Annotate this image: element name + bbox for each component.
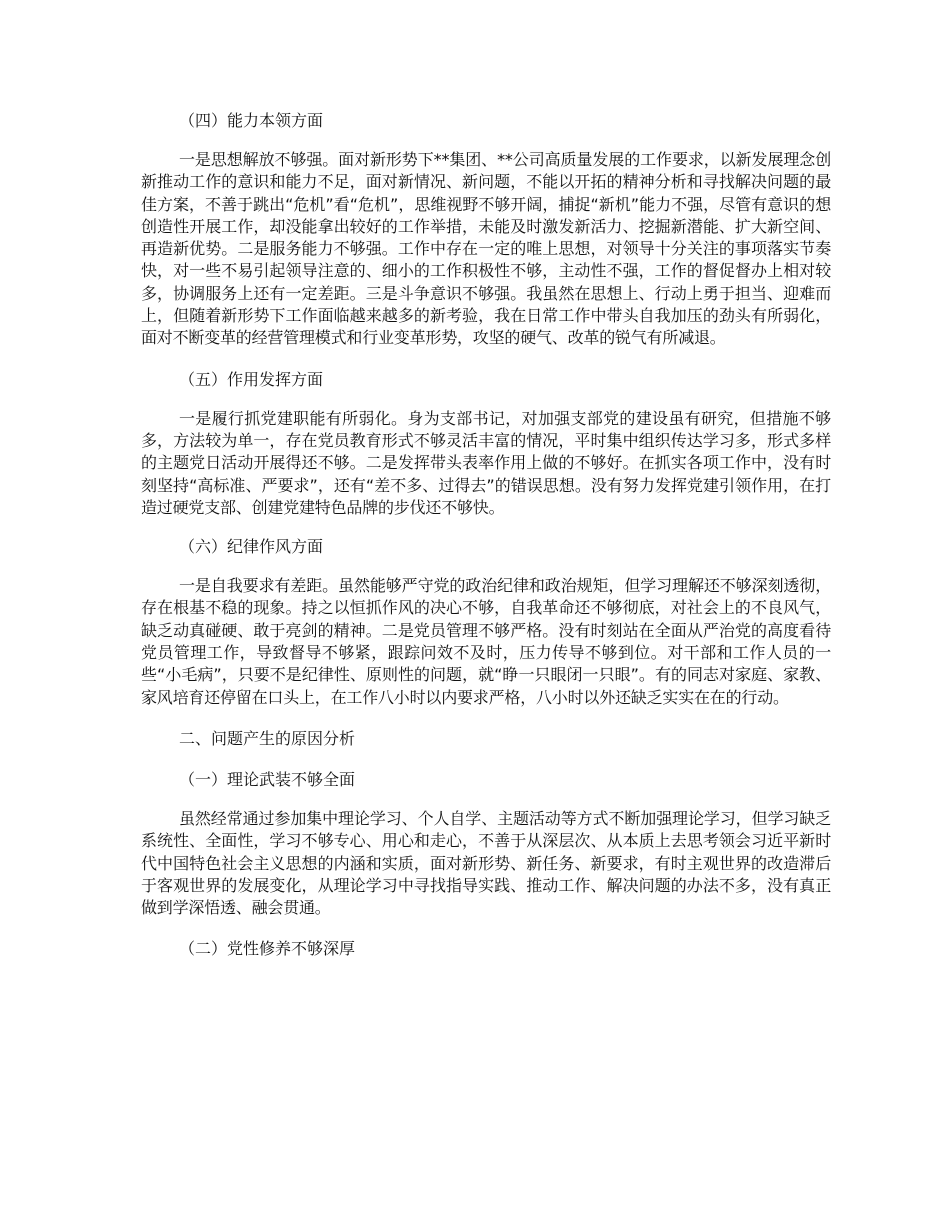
section-heading-ability: （四）能力本领方面 — [179, 111, 324, 130]
chapter-heading-causes: 二、问题产生的原因分析 — [179, 728, 356, 748]
paragraph-theory: 虽然经常通过参加集中理论学习、个人自学、主题活动等方式不断加强理论学习，但学习缺乏系统性、全面性，学习不够专心、用心和走心，不善于从深层次、从本质上去思考领会习近平新时代中国特色社会主义思想的内涵和实质，面对新形势、新任务、新要求，有时主观世界的改造滞后于客观世界的发展变化，从理论学习中寻找指导实践、推动工作、解决问题的办法不多，没有真正做到学深悟透、融会贯通。 — [141, 808, 831, 918]
document-page — [141, 110, 831, 960]
section-heading-party-spirit: （二）党性修养不够深厚 — [179, 939, 356, 959]
paragraph-ability: 一是思想解放不够强。面对新形势下**集团、**公司高质量发展的工作要求，以新发展理念创新推动工作的意识和能力不足，面对新情况、新问题，不能以开拓的精神分析和寻找解决问题的最佳方案，不善于跳出“危机”看“危机”，思维视野不够开阔，捕捉“新机”能力不强，尽管有意识的想创造性开展工作，却没能拿出较好的工作举措，未能及时激发新活力、挖掘新潜能、扩大新空间、再造新优势。二是服务能力不够强。工作中存在一定的唯上思想，对领导十分关注的事项落实节奏快，对一些不易引起领导注意的、细小的工作积极性不够，主动性不强，工作的督促督办上相对较多，协调服务上还有一定差距。三是斗争意识不够强。我虽然在思想上、行动上勇于担当、迎难而上，但随着新形势下工作面临越来越多的新考验，我在日常工作中带头自我加压的劲头有所弱化，面对不断变革的经营管理模式和行业变革形势，攻坚的硬气、改革的锐气有所减退。 — [141, 150, 831, 348]
section-heading-role: （五）作用发挥方面 — [179, 369, 324, 389]
paragraph-role: 一是履行抓党建职能有所弱化。身为支部书记，对加强支部党的建设虽有研究，但措施不够多，方法较为单一，存在党员教育形式不够灵活丰富的情况，平时集中组织传达学习多，形式多样的主题党日活动开展得还不够。二是发挥带头表率作用上做的不够好。在抓实各项工作中，没有时刻坚持“高标准、严要求”，还有“差不多、过得去”的错误思想。没有努力发挥党建引领作用，在打造过硬党支部、创建党建特色品牌的步伐还不够快。 — [141, 408, 831, 517]
paragraph-discipline: 一是自我要求有差距。虽然能够严守党的政治纪律和政治规矩，但学习理解还不够深刻透彻，存在根基不稳的现象。持之以恒抓作风的决心不够，自我革命还不够彻底，对社会上的不良风气，缺乏动真碰硬、敢于亮剑的精神。二是党员管理不够严格。没有时刻站在全面从严治党的高度看待党员管理工作，导致督导不够紧，跟踪问效不及时，压力传导不够到位。对干部和工作人员的一些“小毛病”，只要不是纪律性、原则性的问题，就“睁一只眼闭一只眼”。有的同志对家庭、家教、家风培育还停留在口头上，在工作八小时以内要求严格，八小时以外还缺乏实实在在的行动。 — [141, 576, 831, 707]
section-heading-discipline: （六）纪律作风方面 — [179, 537, 324, 557]
section-heading-theory: （一）理论武装不够全面 — [179, 769, 356, 789]
